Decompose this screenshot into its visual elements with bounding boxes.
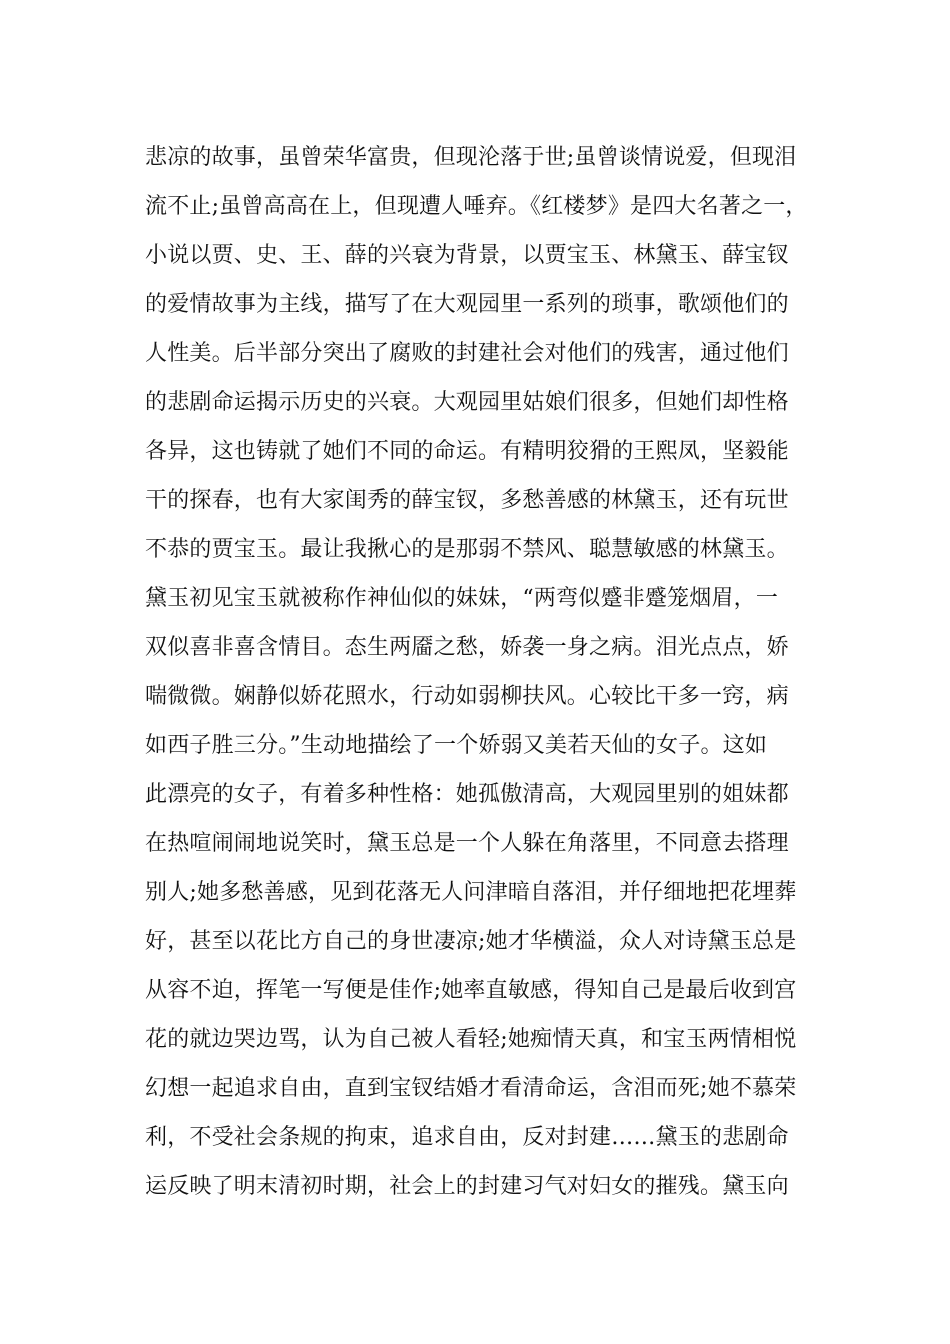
text-line: 喘微微。娴静似娇花照水，行动如弱柳扶风。心较比干多一窍，病	[145, 684, 789, 709]
text-line: 好，甚至以花比方自己的身世凄凉;她才华横溢，众人对诗黛玉总是	[145, 929, 797, 954]
text-line: 此漂亮的女子，有着多种性格：她孤傲清高，大观园里别的姐妹都	[145, 782, 789, 807]
text-line: 别人;她多愁善感，见到花落无人问津暗自落泪，并仔细地把花埋葬	[145, 880, 797, 905]
text-line: 小说以贾、史、王、薛的兴衰为背景，以贾宝玉、林黛玉、薛宝钗	[145, 243, 789, 268]
text-line: 流不止;虽曾高高在上，但现遭人唾弃。《红楼梦》是四大名著之一，	[145, 194, 808, 219]
text-line: 双似喜非喜含情目。态生两靥之愁，娇袭一身之病。泪光点点，娇	[145, 635, 789, 660]
text-line: 的爱情故事为主线，描写了在大观园里一系列的琐事，歌颂他们的	[145, 292, 789, 317]
text-line: 如西子胜三分。”生动地描绘了一个娇弱又美若天仙的女子。这如	[145, 733, 768, 758]
text-line: 不恭的贾宝玉。最让我揪心的是那弱不禁风、聪慧敏感的林黛玉。	[145, 537, 789, 562]
text-line: 人性美。后半部分突出了腐败的封建社会对他们的残害，通过他们	[145, 341, 789, 366]
text-line: 幻想一起追求自由，直到宝钗结婚才看清命运，含泪而死;她不慕荣	[145, 1076, 797, 1101]
text-line: 黛玉初见宝玉就被称作神仙似的妹妹，“两弯似蹙非蹙笼烟眉，一	[145, 586, 779, 611]
text-line: 悲凉的故事，虽曾荣华富贵，但现沦落于世;虽曾谈情说爱，但现泪	[145, 145, 797, 170]
text-line: 各异，这也铸就了她们不同的命运。有精明狡猾的王熙凤，坚毅能	[145, 439, 789, 464]
text-line: 利，不受社会条规的拘束，追求自由，反对封建……黛玉的悲剧命	[145, 1125, 789, 1150]
text-line: 的悲剧命运揭示历史的兴衰。大观园里姑娘们很多，但她们却性格	[145, 390, 789, 415]
body-text	[145, 133, 835, 1211]
text-line: 从容不迫，挥笔一写便是佳作;她率直敏感，得知自己是最后收到宫	[145, 978, 797, 1003]
text-line: 花的就边哭边骂，认为自己被人看轻;她痴情天真，和宝玉两情相悦	[145, 1027, 797, 1052]
text-line: 干的探春，也有大家闺秀的薛宝钗，多愁善感的林黛玉，还有玩世	[145, 488, 789, 513]
text-line: 运反映了明末清初时期，社会上的封建习气对妇女的摧残。黛玉向	[145, 1174, 789, 1199]
text-line: 在热喧闹闹地说笑时，黛玉总是一个人躲在角落里，不同意去搭理	[145, 831, 789, 856]
